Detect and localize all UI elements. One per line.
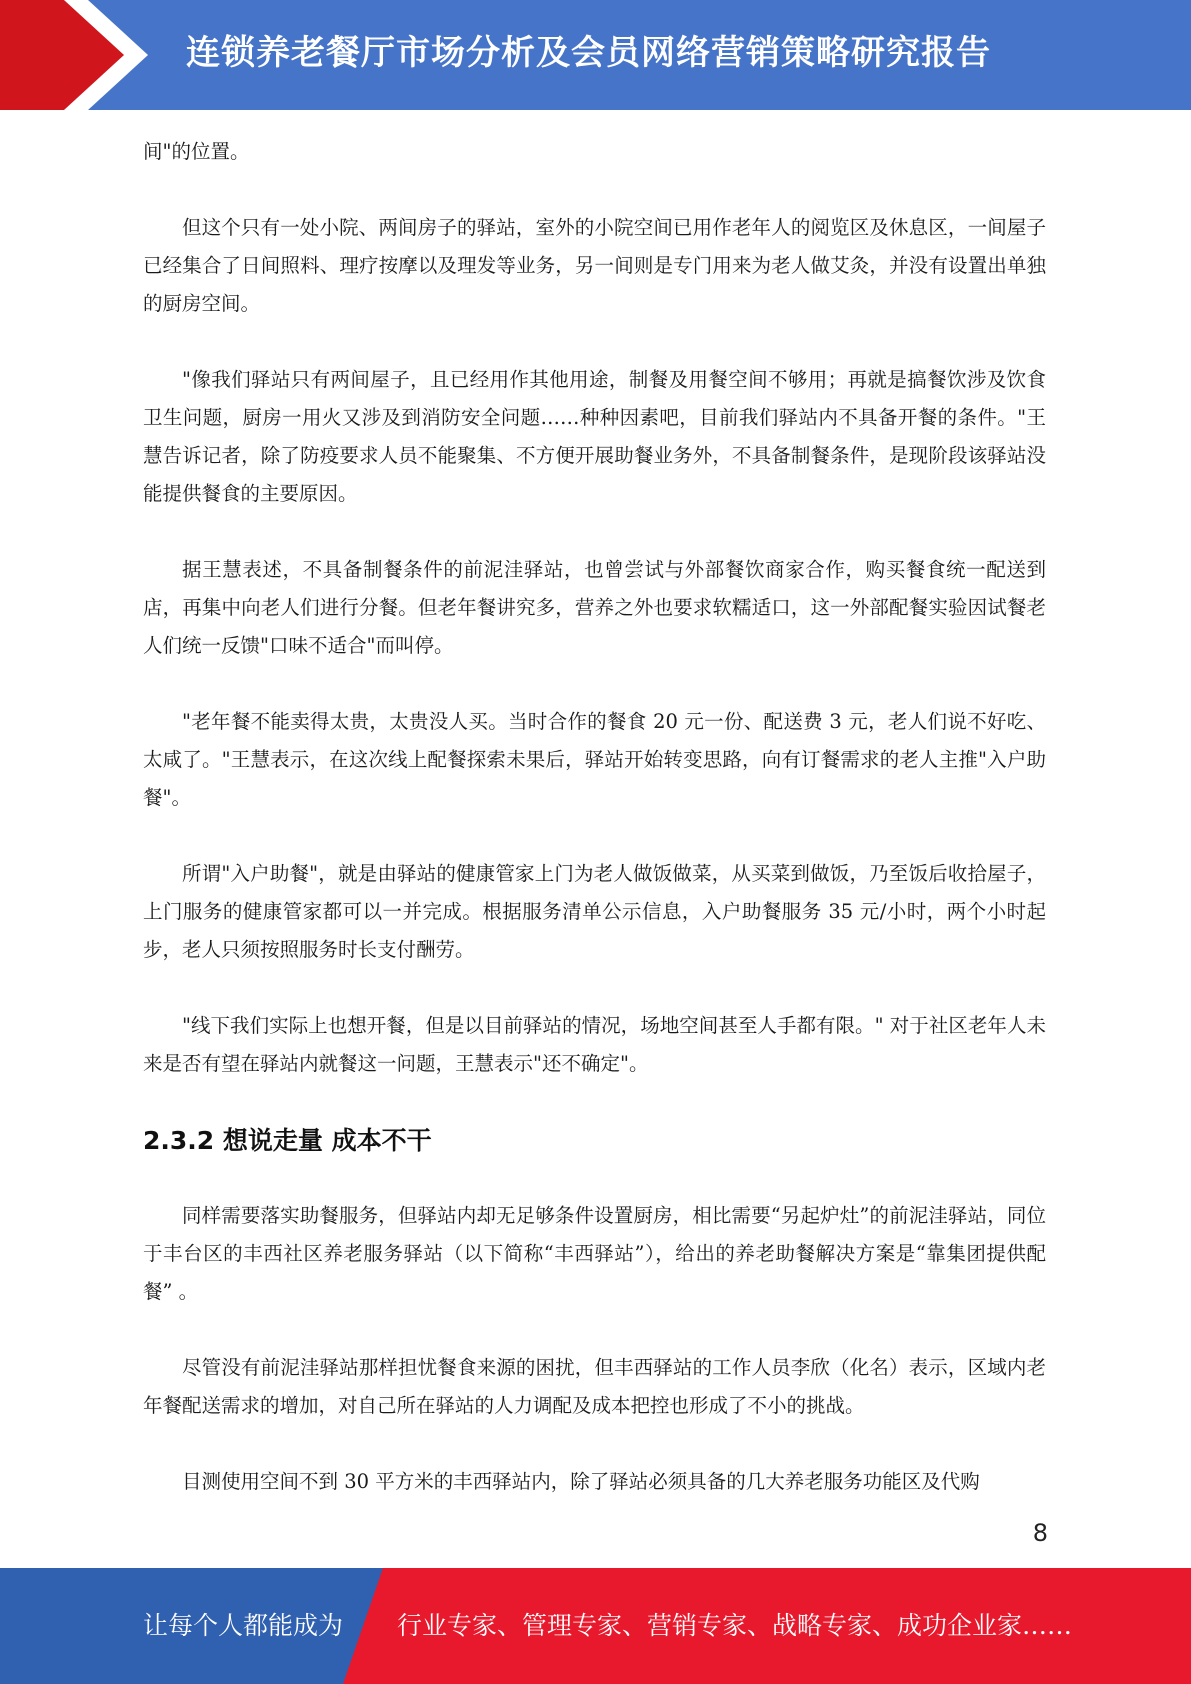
page-header <box>0 0 1191 110</box>
paragraph: 同样需要落实助餐服务，但驿站内却无足够条件设置厨房，相比需要“另起炉灶”的前泥洼驿站，同位于丰台区的丰西社区养老服务驿站（以下简称“丰西驿站”），给出的养老助餐解决方案是“靠集团提供配餐” 。 <box>143 1204 1046 1303</box>
footer-slogan-right: 行业专家、管理专家、营销专家、战略专家、成功企业家…… <box>397 1611 1073 1640</box>
section-heading: 2.3.2 想说走量 成本不干 <box>143 1126 432 1155</box>
paragraph: "像我们驿站只有两间屋子，且已经用作其他用途，制餐及用餐空间不够用；再就是搞餐饮涉及饮食卫生问题，厨房一用火又涉及到消防安全问题……种种因素吧，目前我们驿站内不具备开餐的条件。"王慧告诉记者，除了防疫要求人员不能聚集、不方便开展助餐业务外，不具备制餐条件，是现阶段该驿站没能提供餐食的主要原因。 <box>143 368 1046 505</box>
header-red-chevron <box>0 0 160 110</box>
paragraph: "老年餐不能卖得太贵，太贵没人买。当时合作的餐食 20 元一份、配送费 3 元，老人们说不好吃、太咸了。"王慧表示，在这次线上配餐探索未果后，驿站开始转变思路，向有订餐需求的老人主推"入户助餐"。 <box>143 710 1046 809</box>
paragraph: 但这个只有一处小院、两间房子的驿站，室外的小院空间已用作老年人的阅览区及休息区，一间屋子已经集合了日间照料、理疗按摩以及理发等业务，另一间则是专门用来为老人做艾灸，并没有设置出单独的厨房空间。 <box>143 216 1046 315</box>
page-number: 8 <box>1032 1519 1048 1547</box>
paragraph: "线下我们实际上也想开餐，但是以目前驿站的情况，场地空间甚至人手都有限。" 对于社区老年人未来是否有望在驿站内就餐这一问题，王慧表示"还不确定"。 <box>143 1014 1046 1075</box>
paragraph: 所谓"入户助餐"，就是由驿站的健康管家上门为老人做饭做菜，从买菜到做饭，乃至饭后收拾屋子，上门服务的健康管家都可以一并完成。根据服务清单公示信息，入户助餐服务 35 元/小时，两个小时起步，老人只须按照服务时长支付酬劳。 <box>143 862 1046 961</box>
page-footer <box>0 1568 1191 1684</box>
document-body <box>143 133 1046 1539</box>
paragraph: 目测使用空间不到 30 平方米的丰西驿站内，除了驿站必须具备的几大养老服务功能区及代购 <box>182 1470 980 1493</box>
report-title: 连锁养老餐厅市场分析及会员网络营销策略研究报告 <box>186 33 991 73</box>
paragraph: 尽管没有前泥洼驿站那样担忧餐食来源的困扰，但丰西驿站的工作人员李欣（化名）表示，区域内老年餐配送需求的增加，对自己所在驿站的人力调配及成本把控也形成了不小的挑战。 <box>143 1356 1046 1417</box>
footer-slogan-left: 让每个人都能成为 <box>143 1611 344 1640</box>
paragraph: 据王慧表述，不具备制餐条件的前泥洼驿站，也曾尝试与外部餐饮商家合作，购买餐食统一配送到店，再集中向老人们进行分餐。但老年餐讲究多，营养之外也要求软糯适口，这一外部配餐实验因试餐老人们统一反馈"口味不适合"而叫停。 <box>143 558 1046 657</box>
paragraph: 间"的位置。 <box>143 140 250 163</box>
